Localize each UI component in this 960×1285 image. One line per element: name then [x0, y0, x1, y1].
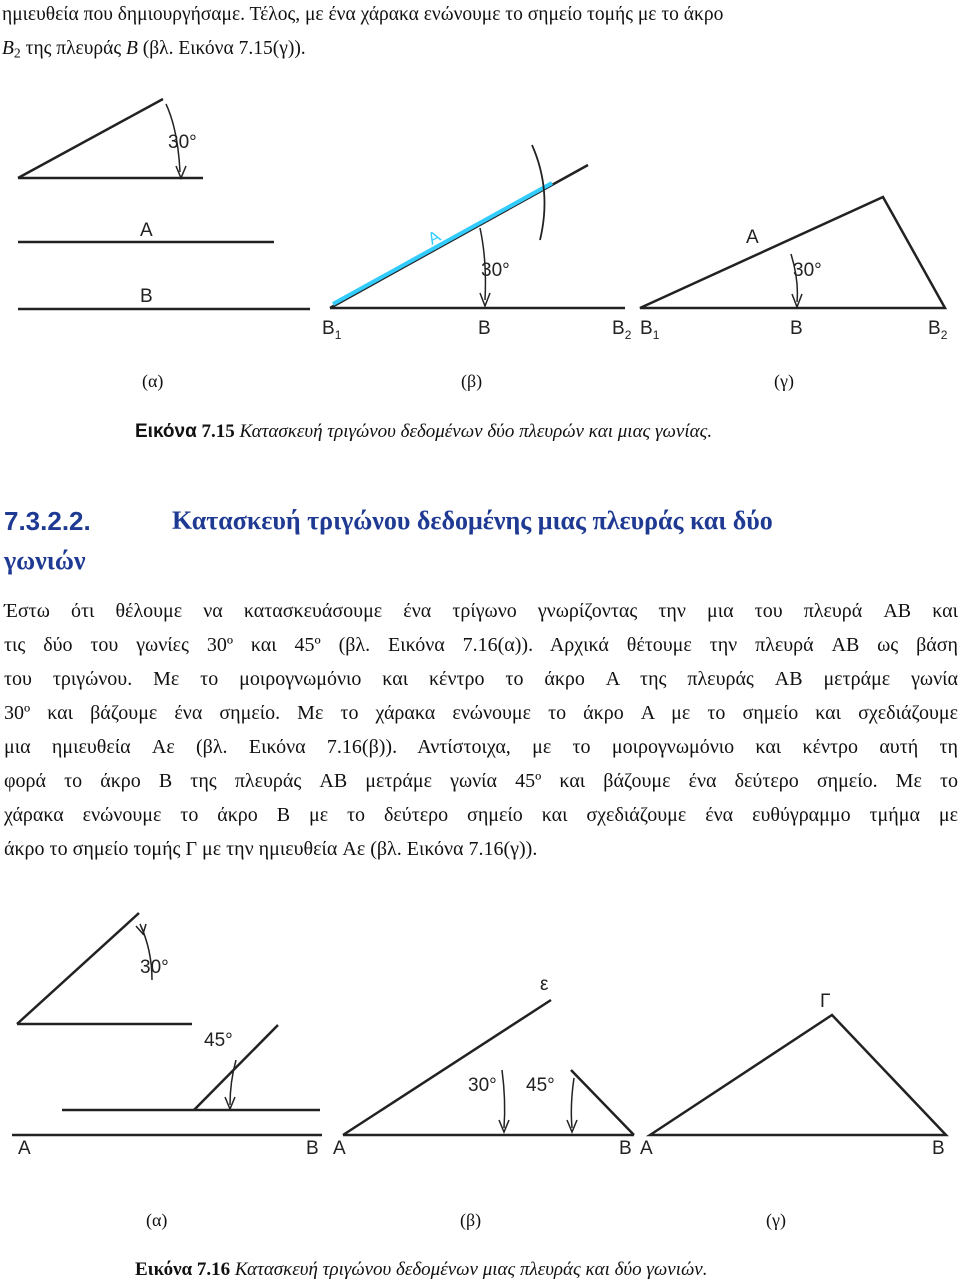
fig715-caption-num: 7.15: [196, 421, 235, 442]
fig715c-angle-label: 30°: [793, 260, 822, 281]
fig716-sublabel-a: (α): [146, 1210, 168, 1230]
fig716a-angle45-label: 45°: [204, 1030, 233, 1051]
fig715-caption-bold: Εικόνα: [135, 421, 197, 442]
intro-line-2: [2, 38, 306, 61]
fig715-a: [18, 99, 310, 309]
fig716c-triangle: [650, 1015, 946, 1135]
paragraph-line: τις δύο του γωνίες 30º και 45º (βλ. Εικόνα 7.16(α)). Αρχικά θέτουμε την πλευρά AB ως βάση: [4, 634, 958, 656]
section-heading-cont: γωνιών: [4, 546, 86, 575]
fig716b-angle45-label: 45°: [526, 1075, 555, 1096]
fig715-caption-text: Κατασκευή τριγώνου δεδομένων δύο πλευρών και μιας γωνίας.: [234, 421, 713, 442]
fig715b-b1: [322, 318, 342, 342]
var-b2-sub: 2: [13, 45, 21, 61]
fig716-caption-bold: Εικόνα 7.16: [135, 1259, 231, 1280]
section-number: 7.3.2.2.: [4, 506, 91, 536]
fig715b-b2: [612, 318, 632, 342]
fig715c-b2: [928, 318, 948, 342]
fig715c-apex-label: A: [746, 227, 759, 248]
fig716b-label-b: B: [619, 1138, 632, 1159]
fig715c-b-mid: B: [790, 318, 803, 339]
fig716a-angle30-line: [17, 913, 139, 1024]
fig716a-label-a: A: [18, 1138, 31, 1159]
fig716b-arc30: [502, 1070, 505, 1128]
fig715c-b1-sub: 1: [652, 328, 660, 342]
fig716-sublabel-b: (β): [460, 1210, 482, 1230]
fig716b-label-e: ε: [540, 974, 549, 995]
fig716c-label-a: A: [640, 1138, 653, 1159]
fig716a-angle30-label: 30°: [140, 957, 169, 978]
var-b2: [2, 38, 21, 59]
section-heading: [4, 506, 904, 537]
fig716-a: [12, 913, 322, 1159]
paragraph-line: άκρο το σημείο τομής Γ με την ημιευθεία Aε (βλ. Εικόνα 7.16(γ)).: [4, 838, 538, 860]
fig715a-angle-line: [18, 99, 163, 178]
paragraph-line: του τριγώνου. Με το μοιρογνωμόνιο και κέντρο το άκρο A της πλευράς AB μετράμε γωνία: [4, 668, 958, 690]
paragraph-line: φορά το άκρο B της πλευράς AB μετράμε γωνία 45º και βάζουμε ένα δεύτερο σημείο. Με το: [4, 770, 958, 792]
fig715c-b1-letter: B: [640, 318, 653, 339]
fig715-b: [322, 145, 632, 342]
fig715-sublabel-a: (α): [142, 371, 164, 391]
fig715b-b-mid: B: [478, 318, 491, 339]
fig715b-b2-sub: 2: [624, 328, 632, 342]
fig715b-angle-label: 30°: [481, 260, 510, 281]
paragraph-line: Έστω ότι θέλουμε να κατασκευάσουμε ένα τρίγωνο γνωρίζοντας την μια του πλευρά AB και: [4, 600, 958, 622]
fig716-caption: [135, 1259, 707, 1281]
intro-line-1: [2, 4, 723, 26]
fig715c-b1: [640, 318, 660, 342]
fig715-sublabel-b: (β): [461, 371, 483, 391]
paragraph-line: χάρακα ενώνουμε το άκρο B με το δεύτερο σημείο και σχεδιάζουμε ένα ευθύγραμμο τμήμα με: [4, 804, 958, 826]
body-paragraph: [4, 594, 958, 866]
fig715a-angle-label: 30°: [168, 132, 197, 153]
figure-7-16: [0, 900, 960, 1170]
fig715c-triangle: [640, 197, 945, 308]
fig715-sublabel-c: (γ): [774, 371, 794, 391]
figure-7-15: [0, 80, 960, 380]
fig715b-b1-letter: B: [322, 318, 335, 339]
fig715-caption: [135, 421, 712, 443]
fig716-b: [333, 974, 634, 1159]
fig716c-label-b: B: [932, 1138, 945, 1159]
intro-line-1-text: ημιευθεία που δημιουργήσαμε. Τέλος, με ένα χάρακα ενώνουμε το σημείο τομής με το άκρο: [2, 4, 724, 25]
fig716-caption-text: Κατασκευή τριγώνου δεδομένων μιας πλευράς και δύο γωνιών.: [230, 1259, 708, 1280]
fig715b-b1-sub: 1: [334, 328, 342, 342]
fig715c-b2-sub: 2: [940, 328, 948, 342]
fig715b-label-a: A: [424, 226, 444, 249]
fig716-c: [640, 991, 946, 1159]
fig716b-angle30-label: 30°: [468, 1075, 497, 1096]
var-b: B: [125, 38, 138, 59]
fig715b-b2-letter: B: [612, 318, 625, 339]
fig715a-label-a: A: [140, 220, 153, 241]
fig716b-label-a: A: [333, 1138, 346, 1159]
fig715a-label-b: B: [140, 286, 153, 307]
fig716b-ray: [343, 1000, 551, 1135]
fig716b-stub45: [571, 1070, 634, 1135]
var-b2-letter: B: [2, 38, 14, 59]
fig716-sublabel-c: (γ): [766, 1210, 786, 1230]
fig715-c: [640, 197, 948, 342]
intro-line-2-end: (βλ. Εικόνα 7.15(γ)).: [137, 38, 306, 59]
section-title: Κατασκευή τριγώνου δεδομένης μιας πλευράς και δύο: [172, 506, 773, 535]
intro-line-2-mid: της πλευράς: [20, 38, 126, 59]
paragraph-line: μια ημιευθεία Aε (βλ. Εικόνα 7.16(β)). Αντίστοιχα, με το μοιρογνωμόνιο και κέντρο αυτή τη: [4, 736, 958, 758]
fig715a-arrow-icon: [176, 166, 186, 178]
fig716c-apex-label: Γ: [820, 991, 831, 1012]
fig716a-label-b: B: [306, 1138, 319, 1159]
fig715c-b2-letter: B: [928, 318, 941, 339]
fig716b-arc45: [571, 1078, 574, 1128]
paragraph-line: 30º και βάζουμε ένα σημείο. Με το χάρακα ενώνουμε το άκρο A με το σημείο και σχεδιάζουμε: [4, 702, 958, 724]
